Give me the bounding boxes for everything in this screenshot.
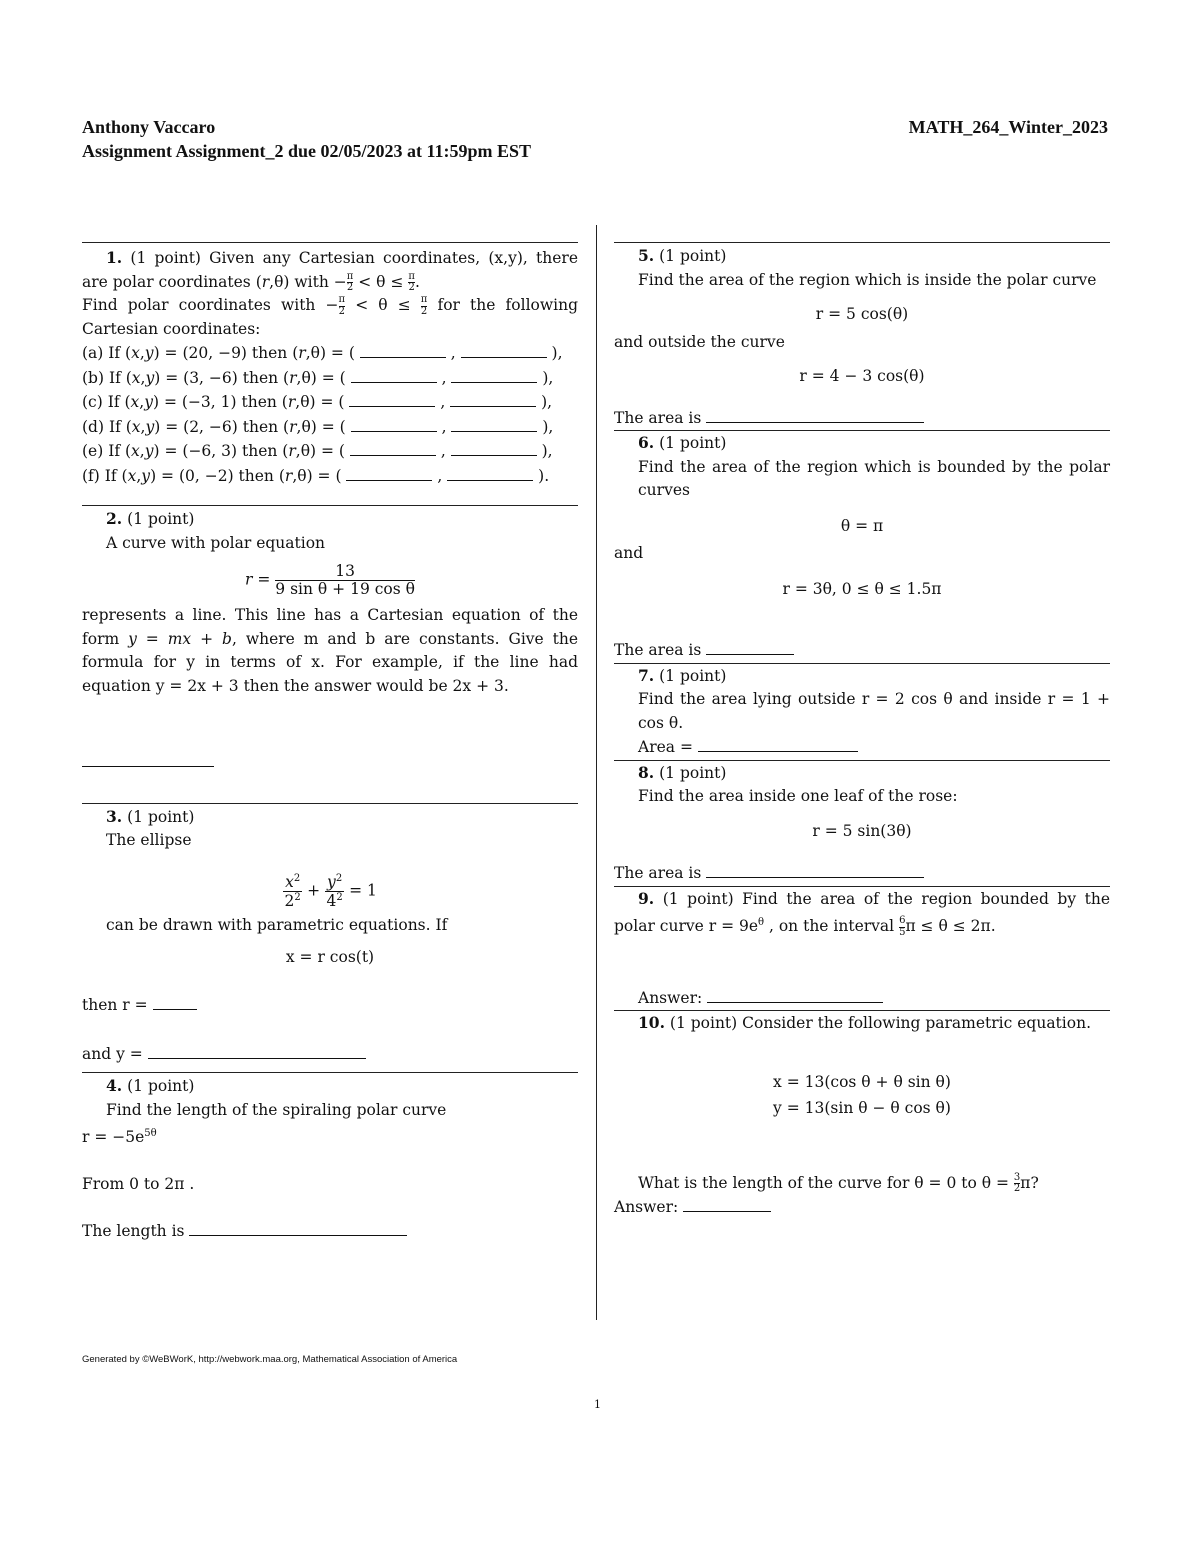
answer-blank[interactable] <box>706 861 924 878</box>
problem-text: and y = <box>82 1044 143 1063</box>
problem-points: (1 point) <box>659 434 727 452</box>
equation: r = 4 − 3 cos(θ) <box>799 367 925 385</box>
answer-blank[interactable] <box>451 366 537 383</box>
equation: r = $\frac{13}{\text{9 sin θ + 19 cos θ}}$ <box>245 562 415 599</box>
answer-blank[interactable] <box>349 390 435 407</box>
problem-text: A curve with polar equation <box>106 533 326 552</box>
problem-9: 9. (1 point) Find the area of the region bounded by the polar curve $r = 9e^\theta$ , on the interval $\frac{6}{5}$ π ≤ θ ≤ 2π. Answer: <box>614 888 1110 1007</box>
problem-6 <box>614 431 1110 663</box>
answer-blank[interactable] <box>189 1219 407 1236</box>
equation: θ = π <box>840 516 884 535</box>
answer-blank[interactable] <box>350 439 436 456</box>
problem-1: 1. (1 point) Given any Cartesian coordinates, (x,y), there are polar coordinates (r,θ) with − $\frac{\pi}{2}$ < θ ≤ $\frac{\pi}{2}$ . Find polar coordinates with − $\frac{\pi}{2}$ < θ ≤ $\frac{\pi}{2}$ for the following Cartesian coordinates: <box>82 248 578 338</box>
part-row: (c) If (x,y) = (−3, 1) then (r,θ) = ( , ), <box>82 390 578 415</box>
problem-text: and <box>614 544 644 562</box>
problem-4 <box>82 1073 578 1244</box>
problem-text: Consider the following parametric equation. <box>742 1014 1091 1033</box>
answer-blank[interactable] <box>148 1042 366 1059</box>
problem-number: 1. <box>106 248 123 267</box>
problem-text: Find the area lying outside r = 2 cos θ and inside r = 1 + cos θ. <box>638 690 1110 732</box>
problem-text: Find the length of the spiraling polar curve <box>106 1100 447 1119</box>
right-column <box>614 228 1110 1220</box>
problem-points: (1 point) <box>127 807 195 826</box>
problem-points: (1 point) <box>127 510 195 528</box>
equation: $\frac{x^2}{2^2}$ + $\frac{y^2}{4^2}$ = 1 <box>284 872 377 910</box>
problem-text: The area is <box>614 641 702 659</box>
part-row: (f) If (x,y) = (0, −2) then (r,θ) = ( , ). <box>82 464 578 489</box>
problem-7 <box>614 664 1110 760</box>
problem-number: 10. <box>638 1013 665 1033</box>
problem-text: Find the area of the region which is inside the polar curve <box>638 270 1097 289</box>
equation: x = 13(cos θ + θ sin θ) <box>773 1072 951 1091</box>
answer-blank[interactable] <box>683 1195 771 1212</box>
problem-text: Find the area of the region bounded by the polar curve <box>614 889 1110 936</box>
problem-number: 5. <box>638 246 655 265</box>
equation: r = 3θ, 0 ≤ θ ≤ 1.5π <box>782 579 942 598</box>
problem-text: Answer: <box>638 988 703 1007</box>
equation: x = r cos(t) <box>285 947 375 966</box>
problem-text: The area is <box>614 408 702 427</box>
problem-text: The ellipse <box>106 831 192 850</box>
answer-blank[interactable] <box>707 986 883 1003</box>
column-separator <box>596 225 597 1320</box>
part-row: (a) If (x,y) = (20, −9) then (r,θ) = ( , ), <box>82 341 578 366</box>
problem-number: 9. <box>638 888 655 908</box>
assignment-title: Assignment Assignment_2 due 02/05/2023 at 11:59pm EST <box>82 141 532 161</box>
answer-blank[interactable] <box>360 341 446 358</box>
problem-number: 2. <box>106 509 123 528</box>
problem-text: From 0 to 2π . <box>82 1174 195 1193</box>
answer-blank[interactable] <box>447 464 533 481</box>
problem-3 <box>82 804 578 1066</box>
problem-8 <box>614 761 1110 886</box>
problem-points: (1 point) <box>127 1077 195 1095</box>
problem-text: for the following Cartesian coordinates: <box>82 296 578 338</box>
course-name: MATH_264_Winter_2023 <box>908 117 1108 137</box>
problem-1-parts <box>82 341 578 488</box>
equation: y = 13(sin θ − θ cos θ) <box>773 1099 951 1118</box>
problem-5 <box>614 243 1110 430</box>
left-column <box>82 228 578 1244</box>
problem-points: (1 point) <box>659 763 727 782</box>
answer-blank[interactable] <box>706 406 924 423</box>
answer-blank[interactable] <box>82 750 214 767</box>
problem-2: 2. (1 point) A curve with polar equation r = $\frac{13}{\text{9 sin θ + 19 cos θ}}$ represents a line. This line has a Cartesian equation of the form y = mx + b, where m and b are constants. Give the formula for y in terms of x. For example, if the line had equation y = 2x + 3 then the answer would be 2x + 3. <box>82 506 578 775</box>
problem-points: (1 point) <box>659 247 727 265</box>
answer-blank[interactable] <box>351 415 437 432</box>
problem-number: 6. <box>638 433 655 452</box>
answer-blank[interactable] <box>451 415 537 432</box>
problem-text: can be drawn with parametric equations. If <box>106 916 448 934</box>
problem-text: Find polar coordinates with <box>82 296 316 314</box>
problem-text: What is the length of the curve for θ = 0 to θ = <box>638 1173 1009 1192</box>
part-row: (b) If (x,y) = (3, −6) then (r,θ) = ( , ), <box>82 366 578 391</box>
problem-points: (1 point) <box>130 249 201 267</box>
answer-blank[interactable] <box>706 638 794 655</box>
problem-text: then r = <box>82 996 148 1014</box>
part-row: (e) If (x,y) = (−6, 3) then (r,θ) = ( , ), <box>82 439 578 464</box>
equation: $r = -5e^{5\theta}$ <box>82 1128 157 1147</box>
problem-text: represents a line. This line has a Cartesian equation of the form <box>82 606 578 648</box>
answer-blank[interactable] <box>461 341 547 358</box>
problem-points: (1 point) <box>662 889 734 908</box>
problem-text: where m and b are constants. Give the formula for y in terms of x. For example, if the line had equation y = 2x + 3 then the answer would be 2x + 3. <box>82 629 579 695</box>
answer-blank[interactable] <box>153 993 197 1010</box>
equation: r = 5 cos(θ) <box>815 305 909 323</box>
problem-text: The length is <box>82 1222 185 1241</box>
part-row: (d) If (x,y) = (2, −6) then (r,θ) = ( , ), <box>82 415 578 440</box>
answer-blank[interactable] <box>451 439 537 456</box>
problem-text: Answer: <box>614 1198 679 1217</box>
footer-credit: Generated by ©WeBWorK, http://webwork.maa.org, Mathematical Association of America <box>82 1354 458 1365</box>
problem-points: (1 point) <box>669 1014 738 1033</box>
answer-blank[interactable] <box>450 390 536 407</box>
problem-text: Find the area inside one leaf of the rose: <box>638 787 958 805</box>
problem-text: The area is <box>614 864 702 882</box>
problem-text: Find the area of the region which is bounded by the polar curves <box>638 457 1110 499</box>
problem-number: 4. <box>106 1076 123 1095</box>
answer-blank[interactable] <box>346 464 432 481</box>
problem-10: 10. (1 point) Consider the following parametric equation. x = 13(cos θ + θ sin θ) y = 13(sin θ − θ cos θ) What is the length of the curve for θ = 0 to θ = $\frac{3}{2}$ π? Answer: <box>614 1011 1110 1220</box>
problem-number: 3. <box>106 806 123 826</box>
problem-text: Given any Cartesian coordinates, (x,y), there are polar coordinates <box>82 249 578 291</box>
page-number: 1 <box>594 1398 601 1411</box>
problem-number: 8. <box>638 762 655 782</box>
student-name: Anthony Vaccaro <box>82 117 216 137</box>
problem-points: (1 point) <box>659 666 727 685</box>
answer-blank[interactable] <box>351 366 437 383</box>
problem-number: 7. <box>638 665 655 685</box>
problem-text: Area = <box>638 738 693 756</box>
problem-text: and outside the curve <box>614 332 785 351</box>
answer-blank[interactable] <box>698 735 858 752</box>
equation: r = 5 sin(3θ) <box>812 821 912 840</box>
